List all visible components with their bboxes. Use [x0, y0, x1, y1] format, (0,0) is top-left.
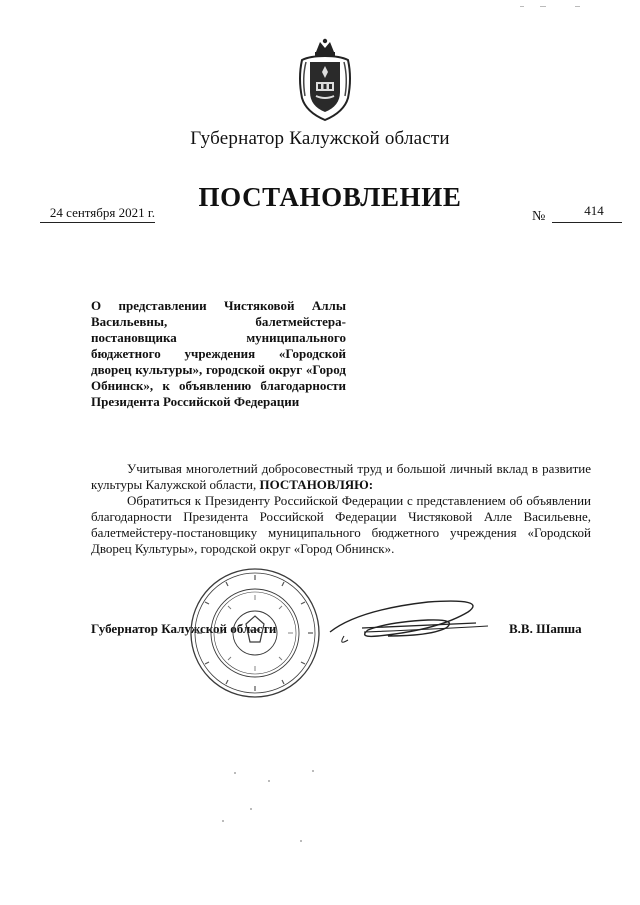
- scan-artifact: [520, 6, 524, 7]
- scan-artifact: [300, 840, 302, 842]
- coat-of-arms-icon: [296, 38, 354, 124]
- official-seal-icon: [188, 566, 322, 700]
- resolution-keyword: ПОСТАНОВЛЯЮ:: [259, 477, 374, 492]
- scan-artifact: [575, 6, 580, 7]
- document-type: ПОСТАНОВЛЕНИЕ: [198, 182, 462, 212]
- signer-name: В.В. Шапша: [509, 621, 582, 636]
- number-underline: [552, 222, 622, 223]
- signer-title: Губернатор Калужской области: [91, 621, 277, 636]
- scan-artifact: [222, 820, 224, 822]
- document-date: 24 сентября 2021 г.: [40, 205, 155, 223]
- document-number-field: [532, 203, 622, 225]
- scan-artifact: [540, 6, 546, 7]
- document-number: 414: [584, 203, 604, 218]
- body-paragraph-2: Обратиться к Президенту Российской Федерации с представлением об объявлении благодарности Президента Российской Федерации Чистяковой Алле Васильевне, балетмейстеру-постановщику муниципального бюджетного учреждения «Городской Дворец Культуры», городской округ «Город Обнинск».: [91, 493, 591, 556]
- number-sign: №: [532, 209, 546, 224]
- issuer-title: Губернатор Калужской области: [190, 128, 450, 149]
- scan-artifact: [234, 772, 236, 774]
- document-subject: О представлении Чистяковой Аллы Васильевны, балетмейстера-постановщика муниципального бюджетного учреждения «Городской дворец культуры», городской округ «Город Обнинск», к объявлению благодарности Президента Российской Федерации: [91, 298, 346, 409]
- body-paragraph-1: [91, 461, 591, 493]
- scan-artifact: [250, 808, 252, 810]
- scan-artifact: [312, 770, 314, 772]
- paragraph-1-text: Учитывая многолетний добросовестный труд и большой личный вклад в развитие культуры Калужской области,: [91, 461, 591, 492]
- document-body: [91, 461, 591, 557]
- scan-artifact: [268, 780, 270, 782]
- handwritten-signature-icon: [318, 592, 518, 652]
